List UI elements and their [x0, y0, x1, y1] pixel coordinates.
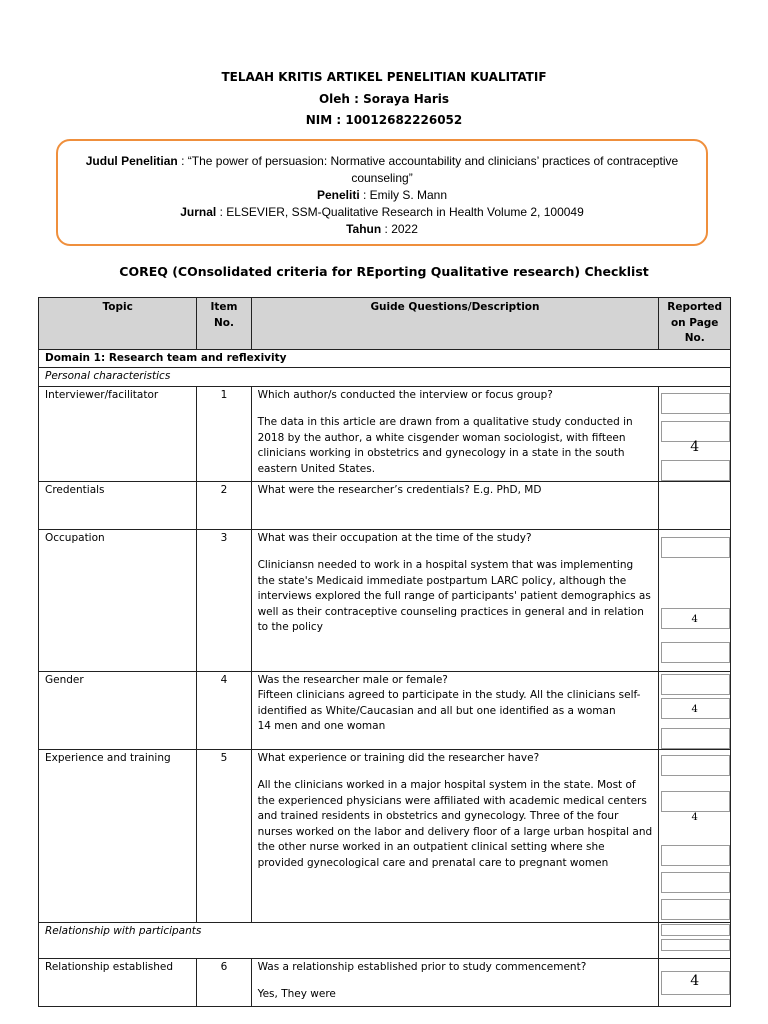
tahun-line: Tahun : 2022: [346, 222, 418, 236]
table-row: [39, 958, 731, 1006]
row-answer: All the clinicians worked in a major hospital system in the state. Most of the experienced physicians were affiliated with academic medical centers and trained residents in obstetrics and gynecology. Three of the four nurses worked on the labor and delivery floor of a large urban hospital and the other nurse worked in an outpatient clinical setting where she provided gynecological care and prenatal care to pregnant women: [257, 779, 653, 869]
page-input-box[interactable]: [661, 939, 730, 951]
row-question: What were the researcher’s credentials? E.g. PhD, MD: [257, 483, 542, 496]
header-topic: Topic: [39, 298, 197, 350]
row-answer: Yes, They were: [257, 988, 336, 1000]
row-guide: [251, 958, 659, 1006]
row-item: 4: [197, 671, 251, 749]
page-number: 4: [690, 972, 700, 989]
page-input-box[interactable]: [661, 755, 730, 776]
row-topic: Relationship established: [39, 958, 197, 1006]
page-input-box[interactable]: [661, 728, 730, 749]
domain-row: [39, 349, 731, 368]
page-input-box[interactable]: [661, 845, 730, 866]
section-personal: Personal characteristics: [39, 368, 731, 387]
header-guide: Guide Questions/Description: [251, 298, 659, 350]
row-answer: Fifteen clinicians agreed to participate in the study. All the clinicians self-identified as White/Caucasian and all but one identified as a woman: [257, 689, 641, 717]
row-question: What was their occupation at the time of the study?: [257, 531, 532, 544]
jurnal-line: Jurnal : ELSEVIER, SSM-Qualitative Research in Health Volume 2, 100049: [180, 205, 584, 219]
row-question: Which author/s conducted the interview or focus group?: [257, 388, 553, 401]
row-item: 1: [197, 386, 251, 481]
row-topic: Gender: [39, 671, 197, 749]
section-row: [39, 368, 731, 387]
header-page: Reported on Page No.: [659, 298, 731, 350]
page-input-box[interactable]: [661, 899, 730, 920]
row-topic: Credentials: [39, 481, 197, 529]
page-number: 4: [691, 811, 698, 823]
row-guide: [251, 749, 659, 922]
row-item: 2: [197, 481, 251, 529]
row-guide: [251, 386, 659, 481]
page-input-box[interactable]: [661, 924, 730, 936]
table-row: [39, 481, 731, 529]
page-number: 4: [691, 613, 698, 625]
page-cell: [659, 958, 731, 1006]
page-cell: [659, 922, 731, 958]
peneliti-line: Peneliti : Emily S. Mann: [316, 188, 448, 202]
page-input-box[interactable]: [661, 537, 730, 558]
row-item: 5: [197, 749, 251, 922]
row-guide: [251, 671, 659, 749]
row-topic: Experience and training: [39, 749, 197, 922]
checklist-title: COREQ (COnsolidated criteria for REporting Qualitative research) Checklist: [119, 264, 649, 279]
page-cell: [659, 671, 731, 749]
section-relationship: Relationship with participants: [39, 922, 659, 958]
row-question: Was the researcher male or female?: [257, 673, 448, 686]
table-row: [39, 749, 731, 922]
row-question: Was a relationship established prior to study commencement?: [257, 960, 587, 973]
row-guide: [251, 529, 659, 671]
header-item: Item No.: [197, 298, 251, 350]
row-answer-2: 14 men and one woman: [257, 720, 386, 732]
table-header-row: [39, 298, 731, 350]
row-topic: Interviewer/facilitator: [39, 386, 197, 481]
table-row: [39, 386, 731, 481]
author-line: Oleh : Soraya Haris: [318, 92, 450, 106]
row-guide: [251, 481, 659, 529]
row-item: 6: [197, 958, 251, 1006]
row-answer: Cliniciansn needed to work in a hospital system that was implementing the state's Medicaid immediate postpartum LARC policy, although the interviews explored the full range of participants' patient demographics as well as their contraceptive counseling practices in general and in relation to the policy: [257, 559, 651, 633]
document-title: TELAAH KRITIS ARTIKEL PENELITIAN KUALITATIF: [221, 70, 547, 84]
page-number: 4: [690, 438, 700, 455]
page-cell: [659, 481, 731, 529]
page-input-box[interactable]: [661, 791, 730, 812]
page-input-box[interactable]: [661, 642, 730, 663]
judul-line-2: counseling”: [351, 171, 413, 185]
nim-line: NIM : 10012682226052: [305, 113, 463, 127]
page-input-box[interactable]: [661, 872, 730, 893]
domain-1-label: Domain 1: Research team and reflexivity: [39, 349, 731, 368]
page-input-box[interactable]: [661, 674, 730, 695]
row-answer: The data in this article are drawn from a qualitative study conducted in 2018 by the author, a white cisgender woman sociologist, with fifteen clinicians working in obstetrics and gynecology in a state in the south eastern United States.: [257, 416, 633, 475]
row-topic: Occupation: [39, 529, 197, 671]
page-cell: [659, 749, 731, 922]
section-row: [39, 922, 731, 958]
table-row: [39, 671, 731, 749]
row-item: 3: [197, 529, 251, 671]
row-question: What experience or training did the researcher have?: [257, 751, 540, 764]
table-row: [39, 529, 731, 671]
page-number: 4: [691, 703, 698, 715]
article-info-card: [56, 139, 708, 246]
page-input-box[interactable]: [661, 460, 730, 481]
page-input-box[interactable]: [661, 393, 730, 414]
page-cell: [659, 386, 731, 481]
coreq-table: [38, 297, 731, 1007]
judul-line: Judul Penelitian : “The power of persuasion: Normative accountability and clinicians’ practices of contraceptive: [85, 154, 679, 168]
page-cell: [659, 529, 731, 671]
